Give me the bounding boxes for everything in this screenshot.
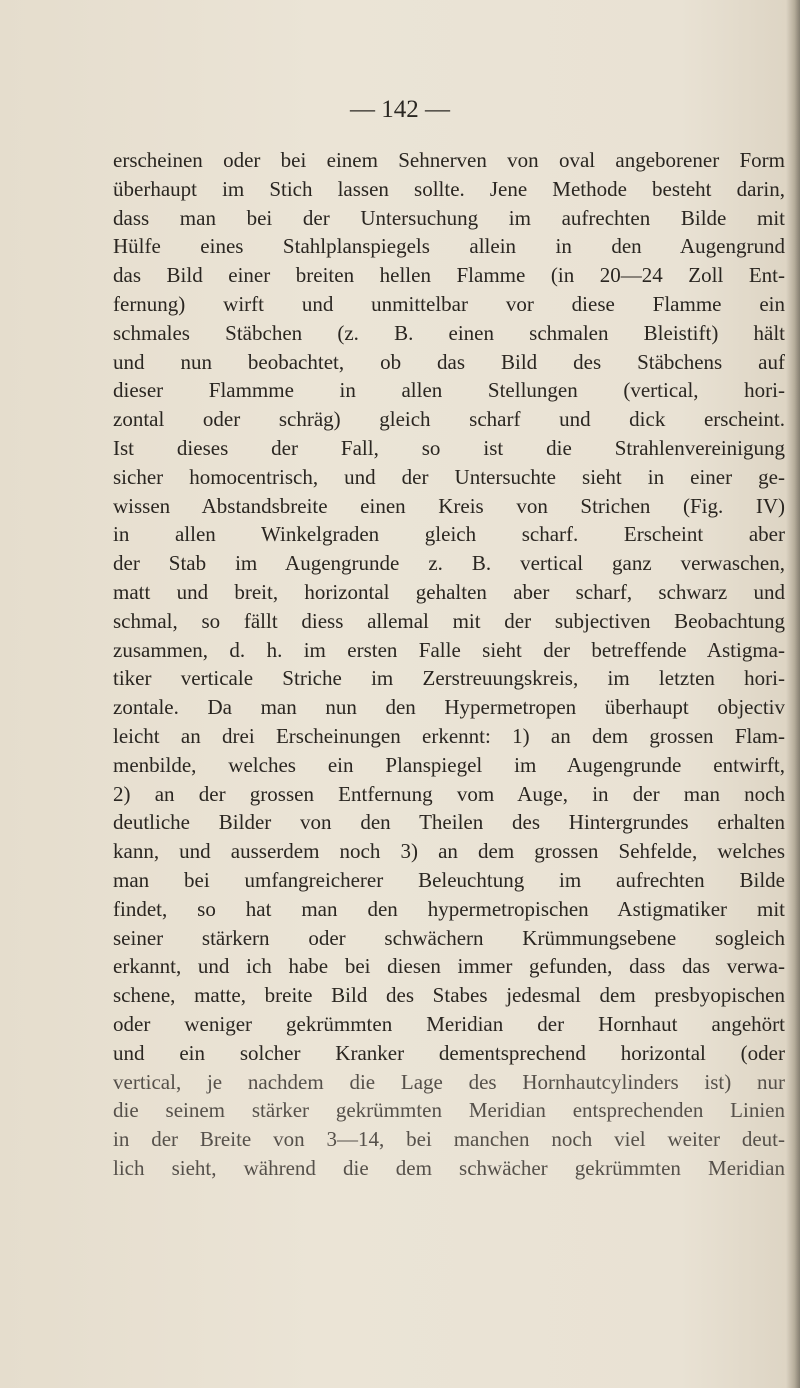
- text-line: Hülfe eines Stahlplanspiegels allein in den Augengrund: [113, 234, 785, 259]
- text-line: vertical, je nachdem die Lage des Hornhautcylinders ist) nur: [113, 1069, 785, 1094]
- page-edge-shadow: [786, 0, 800, 1388]
- text-line: menbilde, welches ein Planspiegel im Augengrunde entwirft,: [113, 752, 785, 777]
- text-line: oder weniger gekrümmten Meridian der Hornhaut angehört: [113, 1011, 785, 1036]
- text-line: schmales Stäbchen (z. B. einen schmalen Bleistift) hält: [113, 320, 785, 345]
- text-line: fernung) wirft und unmittelbar vor diese Flamme ein: [113, 291, 785, 316]
- text-line: schmal, so fällt diess allemal mit der subjectiven Beobachtung: [113, 608, 785, 633]
- text-line: dieser Flammme in allen Stellungen (vertical, hori-: [113, 378, 785, 403]
- text-line: 2) an der grossen Entfernung vom Auge, in der man noch: [113, 781, 785, 806]
- text-line: das Bild einer breiten hellen Flamme (in 20—24 Zoll Ent-: [113, 263, 785, 288]
- text-line: seiner stärkern oder schwächern Krümmungsebene sogleich: [113, 925, 785, 950]
- text-line: erkannt, und ich habe bei diesen immer gefunden, dass das verwa-: [113, 954, 785, 979]
- text-line: schene, matte, breite Bild des Stabes jedesmal dem presbyopischen: [113, 983, 785, 1008]
- text-line: und ein solcher Kranker dementsprechend horizontal (oder: [113, 1040, 785, 1065]
- text-line: leicht an drei Erscheinungen erkennt: 1) an dem grossen Flam-: [113, 723, 785, 748]
- text-line: lich sieht, während die dem schwächer gekrümmten Meridian: [113, 1155, 785, 1180]
- text-line: und nun beobachtet, ob das Bild des Stäbchens auf: [113, 349, 785, 374]
- body-text: [113, 146, 785, 1183]
- text-line: überhaupt im Stich lassen sollte. Jene Methode besteht darin,: [113, 176, 785, 201]
- text-line: die seinem stärker gekrümmten Meridian entsprechenden Linien: [113, 1098, 785, 1123]
- text-line: matt und breit, horizontal gehalten aber scharf, schwarz und: [113, 579, 785, 604]
- text-line: der Stab im Augengrunde z. B. vertical ganz verwaschen,: [113, 551, 785, 576]
- text-line: tiker verticale Striche im Zerstreuungskreis, im letzten hori-: [113, 666, 785, 691]
- text-line: sicher homocentrisch, und der Untersuchte sieht in einer ge-: [113, 464, 785, 489]
- text-line: wissen Abstandsbreite einen Kreis von Strichen (Fig. IV): [113, 493, 785, 518]
- text-line: zontale. Da man nun den Hypermetropen überhaupt objectiv: [113, 695, 785, 720]
- text-line: zontal oder schräg) gleich scharf und dick erscheint.: [113, 407, 785, 432]
- text-line: in allen Winkelgraden gleich scharf. Erscheint aber: [113, 522, 785, 547]
- text-line: kann, und ausserdem noch 3) an dem grossen Sehfelde, welches: [113, 839, 785, 864]
- text-line: findet, so hat man den hypermetropischen Astigmatiker mit: [113, 896, 785, 921]
- text-line: dass man bei der Untersuchung im aufrechten Bilde mit: [113, 205, 785, 230]
- text-line: zusammen, d. h. im ersten Falle sieht der betreffende Astigma-: [113, 637, 785, 662]
- text-line: man bei umfangreicherer Beleuchtung im aufrechten Bilde: [113, 867, 785, 892]
- text-line: erscheinen oder bei einem Sehnerven von oval angeborener Form: [113, 148, 785, 172]
- text-line: deutliche Bilder von den Theilen des Hintergrundes erhalten: [113, 810, 785, 835]
- text-line: in der Breite von 3—14, bei manchen noch viel weiter deut-: [113, 1127, 785, 1152]
- page-number: — 142 —: [350, 96, 450, 123]
- text-line: Ist dieses der Fall, so ist die Strahlenvereinigung: [113, 435, 785, 460]
